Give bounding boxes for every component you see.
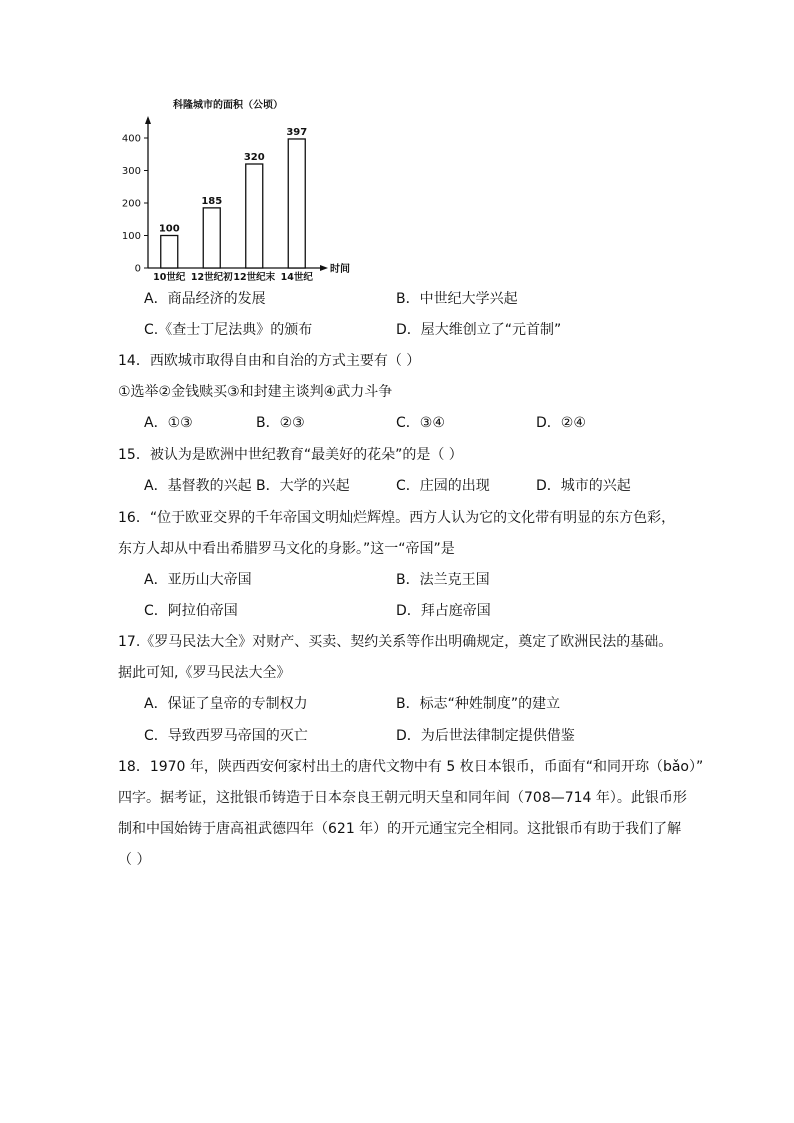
q16-stem-line2: 东方人却从中看出希腊罗马文化的身影。”这一“帝国”是 <box>118 541 455 557</box>
q14-option-a: A．①③ <box>144 415 193 431</box>
q17-option-c: C．导致西罗马帝国的灭亡 <box>144 728 308 744</box>
q17-option-a: A．保证了皇帝的专制权力 <box>144 696 308 712</box>
q16-option-b: B．法兰克王国 <box>396 572 490 588</box>
y-tick-label: 100 <box>121 231 141 242</box>
bar-value-label: 397 <box>286 126 308 138</box>
q13-option-b: B．中世纪大学兴起 <box>396 291 518 307</box>
chart-title: 科隆城市的面积（公顷） <box>173 100 283 111</box>
y-axis-arrow <box>145 116 151 124</box>
q16-option-c: C．阿拉伯帝国 <box>144 603 238 619</box>
bar <box>203 208 220 268</box>
q18-line1: 18．1970 年，陕西西安何家村出土的唐代文物中有 5 枚日本银币，币面有“和同开珎（bǎo）” <box>118 759 704 775</box>
q14-stem: 14．西欧城市取得自由和自治的方式主要有（ ） <box>118 353 421 369</box>
q13-option-c: C.《查士丁尼法典》的颁布 <box>144 322 313 338</box>
q18-line4: （ ） <box>118 852 151 868</box>
q13-option-a: A．商品经济的发展 <box>144 291 266 307</box>
x-axis-arrow <box>320 265 328 271</box>
y-tick-label: 400 <box>121 133 141 145</box>
bar <box>288 139 305 268</box>
q15-stem: 15．被认为是欧洲中世纪教育“最美好的花朵”的是（ ） <box>118 447 463 463</box>
q17-option-b: B．标志“种姓制度”的建立 <box>396 696 561 712</box>
q18-line3: 制和中国始铸于唐高祖武德四年（621 年）的开元通宝完全相同。这批银币有助于我们了解 <box>118 821 682 837</box>
bar <box>161 236 178 269</box>
q16-stem-line1: 16．“位于欧亚交界的千年帝国文明灿烂辉煌。西方人认为它的文化带有明显的东方色彩， <box>118 510 676 526</box>
q14-items: ①选举②金钱赎买③和封建主谈判④武力斗争 <box>118 384 393 400</box>
bar-value-label: 320 <box>243 152 265 163</box>
q17-option-d: D．为后世法律制定提供借鉴 <box>396 728 575 744</box>
q17-stem-line2: 据此可知,《罗马民法大全》 <box>118 665 291 681</box>
chart-bars <box>153 127 313 282</box>
y-tick-label: 300 <box>121 166 141 177</box>
category-label: 12世纪末 <box>233 272 276 282</box>
q14-option-d: D．②④ <box>536 415 586 431</box>
q15-options-ab: A．基督教的兴起 B．大学的兴起 <box>144 478 350 494</box>
bar <box>246 164 263 268</box>
q18-line2: 四字。据考证，这批银币铸造于日本奈良王朝元明天皇和同年间（708—714 年）。此银币形 <box>118 790 687 806</box>
q15-option-d: D．城市的兴起 <box>536 478 631 494</box>
q17-stem-line1: 17.《罗马民法大全》对财产、买卖、契约关系等作出明确规定，奠定了欧洲民法的基础。 <box>118 634 673 650</box>
x-axis-label: 时间 <box>330 264 350 275</box>
q16-option-a: A．亚历山大帝国 <box>144 572 252 588</box>
category-label: 12世纪初 <box>190 272 233 282</box>
q16-option-d: D．拜占庭帝国 <box>396 603 491 619</box>
category-label: 10世纪 <box>153 272 186 282</box>
q15-option-c: C．庄园的出现 <box>396 478 490 494</box>
y-tick-label: 200 <box>121 198 141 210</box>
q14-option-b: B．②③ <box>256 415 305 431</box>
q13-option-d: D．屋大维创立了“元首制” <box>396 322 562 338</box>
city-area-bar-chart <box>118 92 368 282</box>
bar-value-label: 185 <box>201 195 223 207</box>
y-tick-label: 0 <box>134 263 141 275</box>
bar-value-label: 100 <box>158 223 180 235</box>
q14-option-c: C．③④ <box>396 415 445 431</box>
category-label: 14世纪 <box>280 272 313 282</box>
